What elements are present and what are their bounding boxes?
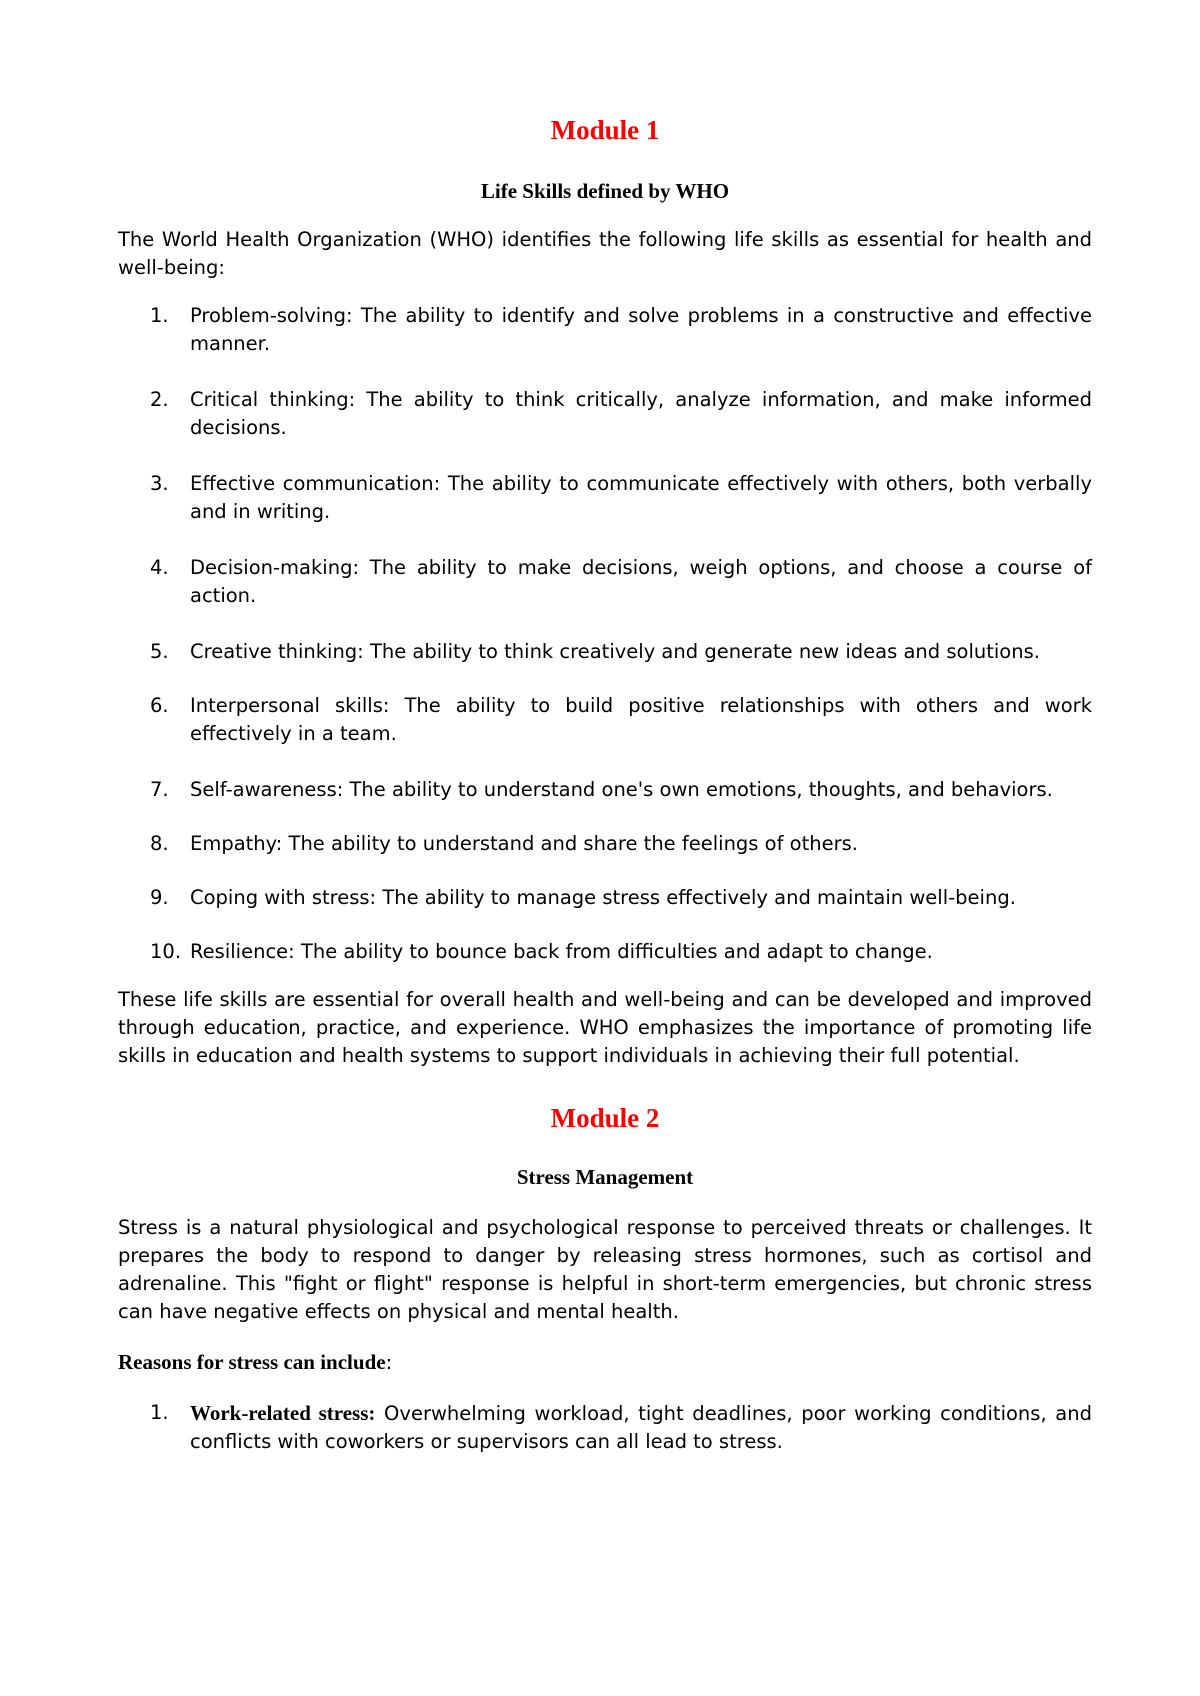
list-item-text: Coping with stress: The ability to manage stress effectively and maintain well-being. [190,886,1016,909]
module-1-conclusion: These life skills are essential for overall health and well-being and can be developed and improved through education, practice, and experience. WHO emphasizes the importance of promoting life skills in education and health systems to support individuals in achieving their full potential. [118,988,1092,1067]
list-item-number: 6. [150,694,169,717]
list-item-number: 9. [150,886,169,909]
list-item-number: 8. [150,832,169,855]
list-item-label: Work-related stress: [190,1401,376,1425]
reasons-heading [118,1348,1092,1377]
life-skills-list [118,302,1092,966]
module-2-subtitle: Stress Management [516,1165,694,1189]
stress-reasons-list [118,1399,1092,1456]
list-item-text: Effective communication: The ability to communicate effectively with others, both verbally and in writing. [190,472,1092,523]
list-item-number: 3. [150,472,169,495]
list-item [118,776,1092,804]
list-item [118,386,1092,442]
list-item-text: Decision-making: The ability to make decisions, weigh options, and choose a course of action. [190,556,1092,607]
list-item [118,1399,1092,1456]
list-item-text: Creative thinking: The ability to think creatively and generate new ideas and solutions. [190,640,1040,663]
list-item-text: Self-awareness: The ability to understand one's own emotions, thoughts, and behaviors. [190,778,1053,801]
reasons-heading-colon: : [385,1351,393,1374]
list-item-text: Problem-solving: The ability to identify and solve problems in a constructive and effective manner. [190,304,1092,355]
module-2-title: Module 2 [550,1103,660,1133]
list-item-text: Interpersonal skills: The ability to build positive relationships with others and work effectively in a team. [190,694,1092,745]
list-item-number: 10. [150,940,182,963]
module-2-intro: Stress is a natural physiological and psychological response to perceived threats or challenges. It prepares the body to respond to danger by releasing stress hormones, such as cortisol and adrenaline. This "fight or flight" response is helpful in short-term emergencies, but chronic stress can have negative effects on physical and mental health. [118,1216,1092,1323]
list-item-text: Critical thinking: The ability to think critically, analyze information, and make informed decisions. [190,388,1092,439]
list-item-text: Resilience: The ability to bounce back from difficulties and adapt to change. [190,940,933,963]
list-item [118,302,1092,358]
list-item [118,938,1092,966]
list-item [118,638,1092,666]
list-item-number: 1. [150,1401,169,1424]
list-item [118,692,1092,748]
list-item [118,884,1092,912]
list-item-text: Overwhelming workload, tight deadlines, poor working conditions, and conflicts with coworkers or supervisors can all lead to stress. [190,1402,1092,1453]
list-item-number: 1. [150,304,169,327]
list-item-number: 5. [150,640,169,663]
list-item-number: 4. [150,556,169,579]
list-item [118,830,1092,858]
module-1-intro: The World Health Organization (WHO) identifies the following life skills as essential for health and well-being: [118,228,1092,279]
module-1-title: Module 1 [550,115,660,145]
list-item [118,554,1092,610]
list-item-text: Empathy: The ability to understand and share the feelings of others. [190,832,858,855]
reasons-heading-text: Reasons for stress can include [118,1350,386,1374]
list-item-number: 2. [150,388,169,411]
document-page [118,110,1092,1456]
list-item-number: 7. [150,778,169,801]
module-1-subtitle: Life Skills defined by WHO [480,179,730,203]
list-item [118,470,1092,526]
